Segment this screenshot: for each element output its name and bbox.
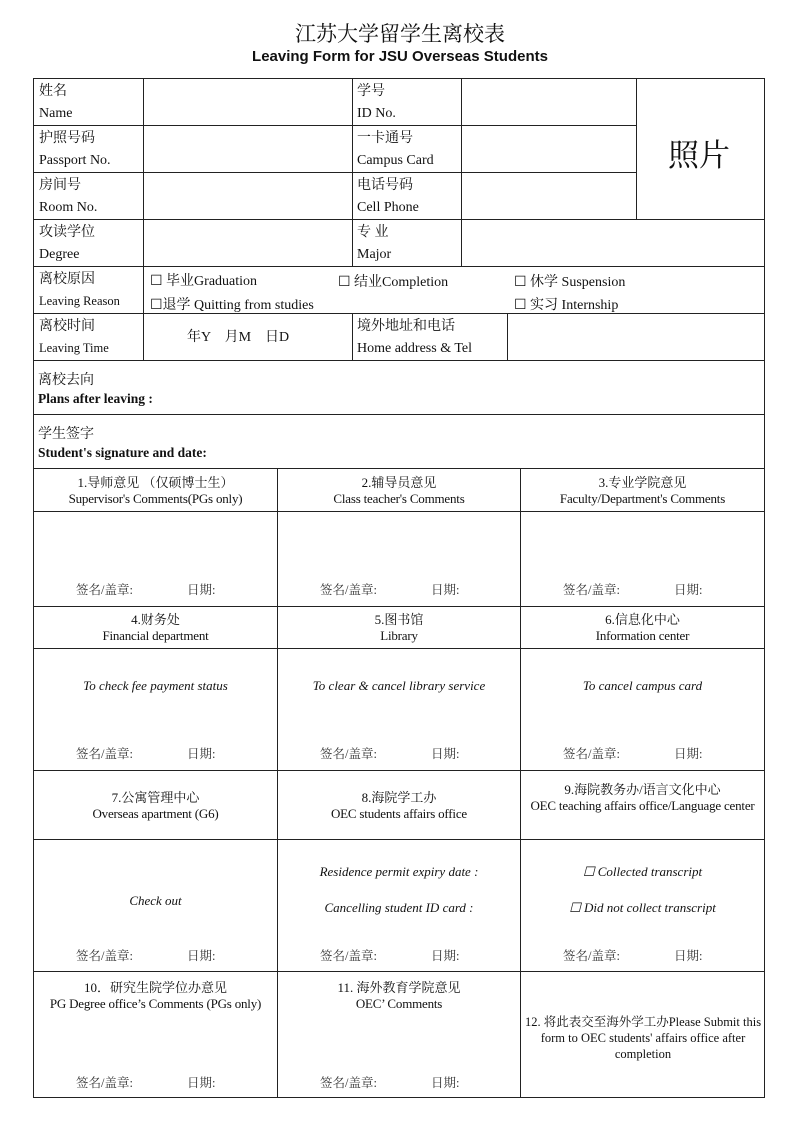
sign-date-line[interactable]: 签名/盖章: 日期: xyxy=(563,949,703,963)
sign-date-line[interactable]: 签名/盖章: 日期: xyxy=(563,747,703,761)
apartment-header: 7.公寓管理中心 Overseas apartment (G6) xyxy=(92,790,219,821)
oec-comments-header: 11. 海外教育学院意见 OEC’ Comments xyxy=(337,980,461,1011)
card-label-cn: 一卡通号 xyxy=(357,131,413,146)
reason-suspension-checkbox[interactable]: ☐ 休学 Suspension xyxy=(514,275,626,290)
time-label-cn: 离校时间 xyxy=(39,319,95,334)
info-center-note: To cancel campus card xyxy=(582,678,703,693)
sign-date-line[interactable]: 签名/盖章: 日期: xyxy=(76,583,216,597)
not-collected-transcript-checkbox[interactable]: ☐ Did not collect transcript xyxy=(569,900,716,915)
reason-label-cn: 离校原因 xyxy=(39,272,95,287)
room-label-en: Room No. xyxy=(39,200,98,215)
name-label-en: Name xyxy=(39,106,73,121)
plans-label-cn: 离校去向 xyxy=(38,373,94,388)
degree-label-en: Degree xyxy=(39,247,80,262)
class-teacher-header: 2.辅导员意见 Class teacher's Comments xyxy=(333,475,465,506)
photo-placeholder: 照片 xyxy=(668,138,730,174)
id-label-cn: 学号 xyxy=(357,84,385,99)
signature-label-en: Student's signature and date: xyxy=(38,445,207,460)
oec-affairs-header: 8.海院学工办 OEC students affairs office xyxy=(330,790,467,821)
home-label-cn: 境外地址和电话 xyxy=(357,319,455,334)
faculty-header: 3.专业学院意见 Faculty/Department's Comments xyxy=(559,475,726,506)
signature-label-cn: 学生签字 xyxy=(38,427,94,442)
collected-transcript-checkbox[interactable]: ☐ Collected transcript xyxy=(582,864,703,879)
sign-date-line[interactable]: 签名/盖章: 日期: xyxy=(76,1076,216,1090)
reason-label-en: Leaving Reason xyxy=(39,294,120,308)
room-label-cn: 房间号 xyxy=(39,178,81,193)
sign-date-line[interactable]: 签名/盖章: 日期: xyxy=(563,583,703,597)
residence-permit-field[interactable]: Residence permit expiry date : xyxy=(319,864,479,879)
major-label-cn: 专 业 xyxy=(357,225,389,240)
degree-label-cn: 攻读学位 xyxy=(39,225,95,240)
reason-completion-checkbox[interactable]: ☐ 结业Completion xyxy=(338,275,449,290)
form-title-cn: 江苏大学留学生离校表 xyxy=(295,22,505,46)
major-label-en: Major xyxy=(357,247,392,262)
form-title-en: Leaving Form for JSU Overseas Students xyxy=(252,48,548,65)
sign-date-line[interactable]: 签名/盖章: 日期: xyxy=(320,747,460,761)
oec-teaching-header: 9.海院教务办/语言文化中心 OEC teaching affairs office/Language center xyxy=(530,782,755,813)
time-label-en: Leaving Time xyxy=(39,341,109,355)
name-label-cn: 姓名 xyxy=(39,84,67,99)
cancel-id-field[interactable]: Cancelling student ID card : xyxy=(324,900,474,915)
phone-label-en: Cell Phone xyxy=(357,200,419,215)
finance-note: To check fee payment status xyxy=(83,678,228,693)
passport-label-en: Passport No. xyxy=(39,153,111,168)
phone-label-cn: 电话号码 xyxy=(357,178,413,193)
reason-graduation-checkbox[interactable]: ☐ 毕业Graduation xyxy=(150,274,258,289)
sign-date-line[interactable]: 签名/盖章: 日期: xyxy=(320,583,460,597)
library-header: 5.图书馆 Library xyxy=(374,612,424,643)
plans-label-en: Plans after leaving : xyxy=(38,391,153,406)
library-note: To clear & cancel library service xyxy=(312,678,486,693)
card-label-en: Campus Card xyxy=(357,153,434,168)
id-label-en: ID No. xyxy=(357,106,396,121)
reason-internship-checkbox[interactable]: ☐ 实习 Internship xyxy=(514,298,619,313)
sign-date-line[interactable]: 签名/盖章: 日期: xyxy=(320,949,460,963)
passport-label-cn: 护照号码 xyxy=(39,131,95,146)
info-center-header: 6.信息化中心 Information center xyxy=(595,612,690,643)
submit-instruction: 12. 将此表交至海外学工办Please Submit this form to OEC students' affairs office after completion xyxy=(524,1015,762,1061)
finance-header: 4.财务处 Financial department xyxy=(102,612,209,643)
plans-section[interactable] xyxy=(38,372,153,408)
leaving-date-field[interactable]: 年Y 月M 日D xyxy=(187,330,290,345)
apartment-note: Check out xyxy=(129,893,182,908)
home-label-en: Home address & Tel xyxy=(357,341,473,356)
sign-date-line[interactable]: 签名/盖章: 日期: xyxy=(320,1076,460,1090)
sign-date-line[interactable]: 签名/盖章: 日期: xyxy=(76,747,216,761)
sign-date-line[interactable]: 签名/盖章: 日期: xyxy=(76,949,216,963)
reason-quitting-checkbox[interactable]: ☐退学 Quitting from studies xyxy=(150,298,314,313)
signature-section[interactable] xyxy=(38,426,207,462)
supervisor-header: 1.导师意见 （仅硕博士生） Supervisor's Comments(PGs only) xyxy=(68,475,243,506)
pg-degree-header: 10．研究生院学位办意见 PG Degree office’s Comments (PGs only) xyxy=(49,980,262,1011)
